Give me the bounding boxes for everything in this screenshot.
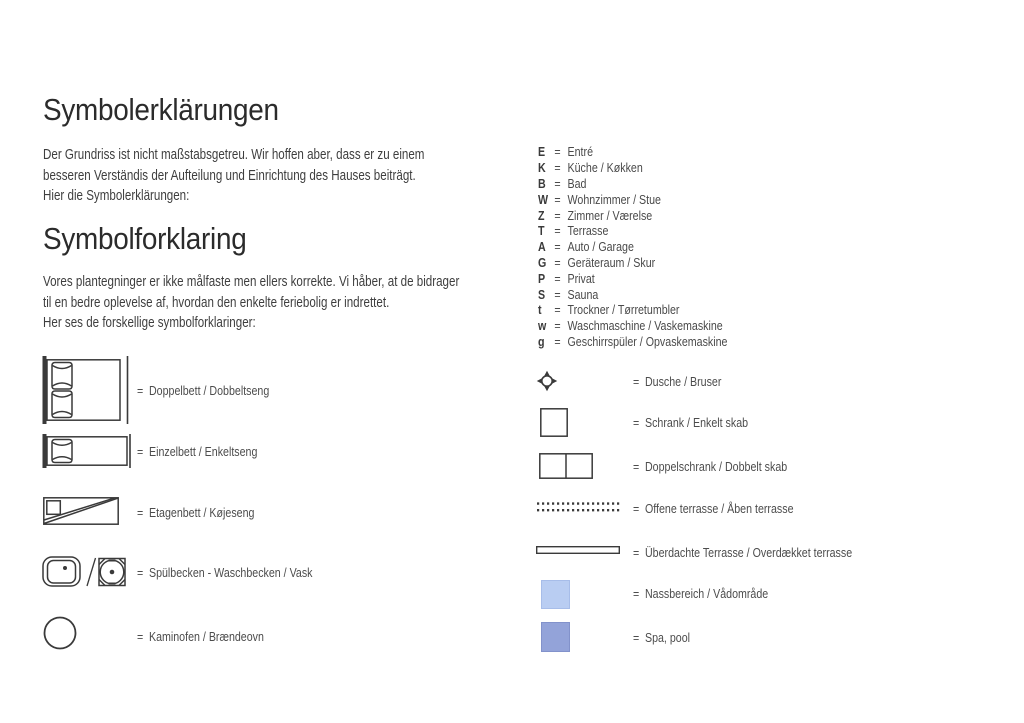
equals-sign: = xyxy=(554,318,561,334)
equals-sign: = xyxy=(554,175,561,191)
danish-paragraph-line: Her ses de forskellige symbolforklaringer: xyxy=(43,315,256,332)
equals-sign: = xyxy=(554,239,561,255)
letter-code: K xyxy=(538,160,546,176)
equals-sign: = xyxy=(633,414,640,430)
letter-code-row xyxy=(538,334,727,350)
equals-sign: = xyxy=(554,223,561,239)
letter-meaning: Bad xyxy=(567,175,587,191)
letter-code-row xyxy=(538,255,727,271)
letter-meaning: Geschirrspüler / Opvaskemaskine xyxy=(567,333,728,349)
equals-sign: = xyxy=(554,286,561,302)
symbol-label xyxy=(633,457,787,475)
symbol-label xyxy=(633,413,748,431)
letter-code-list xyxy=(538,144,727,349)
equals-sign: = xyxy=(633,373,640,389)
letter-code-row xyxy=(538,191,727,207)
symbol-label-text: Doppelbett / Dobbeltseng xyxy=(148,382,270,398)
letter-code-row xyxy=(538,270,727,286)
letter-code-row xyxy=(538,176,727,192)
symbol-label-text: Schrank / Enkelt skab xyxy=(644,414,749,430)
letter-code: T xyxy=(538,223,545,239)
symbol-label xyxy=(137,627,264,645)
wood-stove-icon xyxy=(43,616,77,650)
letter-code: G xyxy=(538,254,547,270)
letter-meaning: Trockner / Tørretumbler xyxy=(567,302,680,318)
symbol-label xyxy=(137,563,313,581)
wet-area-swatch xyxy=(541,580,570,609)
symbol-label-text: Spülbecken - Waschbecken / Vask xyxy=(148,564,313,580)
symbol-label xyxy=(633,628,690,646)
equals-sign: = xyxy=(633,544,640,560)
double-cabinet-icon xyxy=(539,453,593,479)
symbol-label-text: Nassbereich / Vådområde xyxy=(644,585,769,601)
letter-meaning: Privat xyxy=(567,270,595,286)
letter-code: Z xyxy=(538,207,545,223)
equals-sign: = xyxy=(554,254,561,270)
letter-code: t xyxy=(538,302,542,318)
danish-title: Symbolforklaring xyxy=(43,221,247,256)
symbol-label xyxy=(633,499,794,517)
letter-code-row xyxy=(538,207,727,223)
single-bed-icon xyxy=(42,434,132,468)
symbol-label-text: Einzelbett / Enkeltseng xyxy=(148,443,258,459)
symbol-label xyxy=(137,442,257,460)
letter-code: B xyxy=(538,175,546,191)
covered-terrace-icon xyxy=(536,546,620,554)
equals-sign: = xyxy=(554,160,561,176)
symbol-label-text: Spa, pool xyxy=(644,629,691,645)
letter-code: w xyxy=(538,318,547,334)
equals-sign: = xyxy=(633,585,640,601)
letter-code-row xyxy=(538,160,727,176)
letter-meaning: Waschmaschine / Vaskemaskine xyxy=(567,318,723,334)
symbol-label-text: Dusche / Bruser xyxy=(644,373,722,389)
symbol-label xyxy=(137,503,254,521)
danish-paragraph-line: Vores plantegninger er ikke målfaste men ellers korrekte. Vi håber, at de bidrager xyxy=(43,274,460,290)
spa-pool-swatch xyxy=(541,622,570,652)
letter-meaning: Entré xyxy=(567,144,594,160)
equals-sign: = xyxy=(137,564,144,580)
letter-code-row xyxy=(538,223,727,239)
equals-sign: = xyxy=(554,207,561,223)
german-paragraph-line: Der Grundriss ist nicht maßstabsgetreu. Wir hoffen aber, dass er zu einem xyxy=(43,147,425,163)
german-paragraph xyxy=(43,145,424,207)
equals-sign: = xyxy=(554,144,561,160)
letter-code: A xyxy=(538,239,546,255)
symbol-label-text: Etagenbett / Køjeseng xyxy=(148,504,255,520)
letter-code: P xyxy=(538,270,546,286)
equals-sign: = xyxy=(554,302,561,318)
equals-sign: = xyxy=(554,191,561,207)
equals-sign: = xyxy=(137,628,144,644)
letter-code: E xyxy=(538,144,546,160)
letter-meaning: Terrasse xyxy=(567,223,609,239)
symbol-label xyxy=(633,584,768,602)
equals-sign: = xyxy=(554,333,561,349)
equals-sign: = xyxy=(554,270,561,286)
sink-basin-icons xyxy=(42,556,126,588)
bunk-bed-icon xyxy=(43,497,119,525)
letter-code-row xyxy=(538,239,727,255)
letter-code: W xyxy=(538,191,549,207)
symbol-label xyxy=(633,543,852,561)
open-terrace-icon xyxy=(537,502,622,513)
letter-code-row xyxy=(538,318,727,334)
equals-sign: = xyxy=(137,382,144,398)
symbol-label-text: Überdachte Terrasse / Overdækket terrasse xyxy=(644,544,853,560)
german-paragraph-line: besseren Verständis der Aufteilung und Einrichtung des Hauses beiträgt. xyxy=(43,167,416,184)
equals-sign: = xyxy=(633,500,640,516)
letter-code: S xyxy=(538,286,546,302)
letter-code-row xyxy=(538,302,727,318)
single-cabinet-icon xyxy=(540,408,568,437)
symbol-label-text: Doppelschrank / Dobbelt skab xyxy=(644,458,788,474)
symbol-label-text: Offene terrasse / Åben terrasse xyxy=(644,500,794,516)
letter-meaning: Geräteraum / Skur xyxy=(567,254,656,270)
letter-meaning: Küche / Køkken xyxy=(567,160,643,176)
equals-sign: = xyxy=(633,629,640,645)
letter-code-row xyxy=(538,144,727,160)
letter-meaning: Auto / Garage xyxy=(567,239,634,255)
equals-sign: = xyxy=(137,504,144,520)
letter-meaning: Wohnzimmer / Stue xyxy=(567,191,661,207)
letter-code-row xyxy=(538,286,727,302)
equals-sign: = xyxy=(137,443,144,459)
letter-meaning: Sauna xyxy=(567,286,599,302)
symbol-label-text: Kaminofen / Brændeovn xyxy=(148,628,264,644)
danish-paragraph xyxy=(43,272,459,334)
double-bed-icon xyxy=(42,356,130,424)
shower-icon xyxy=(536,370,558,392)
german-paragraph-line: Hier die Symbolerklärungen: xyxy=(43,188,190,205)
german-title: Symbolerklärungen xyxy=(43,92,279,127)
danish-paragraph-line: til en bedre oplevelse af, hvordan den enkelte feriebolig er indrettet. xyxy=(43,294,390,311)
letter-code: g xyxy=(538,333,545,349)
equals-sign: = xyxy=(633,458,640,474)
symbol-label xyxy=(137,381,269,399)
letter-meaning: Zimmer / Værelse xyxy=(567,207,653,223)
symbol-label xyxy=(633,372,721,390)
